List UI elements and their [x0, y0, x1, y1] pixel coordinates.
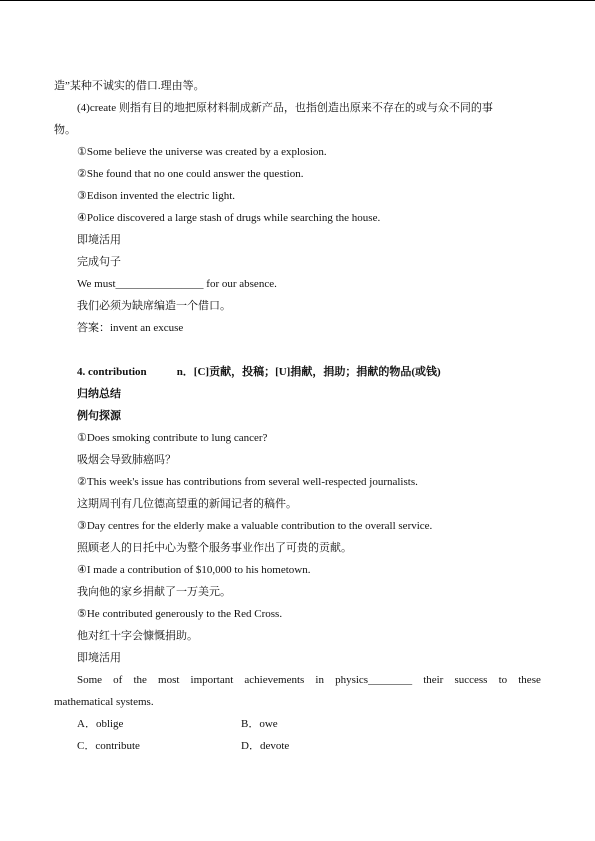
question-word: the: [133, 674, 147, 686]
question-word: these: [518, 674, 541, 686]
question-word: success: [454, 674, 488, 686]
create-note-line-1: (4)create 则指有目的地把原材料制成新产品，也指创造出原来不存在的或与众不同的事: [77, 102, 493, 114]
apply-heading-2: 即境活用: [77, 652, 121, 664]
question-word: in: [315, 674, 324, 686]
section-4-heading: [77, 365, 441, 379]
example-2: ②She found that no one could answer the question.: [77, 168, 304, 180]
question-word: their: [423, 674, 444, 686]
section-4-definition: n．[C]贡献，投稿；[U]捐献，捐助；捐献的物品(或钱): [176, 366, 441, 378]
question-word: most: [158, 674, 180, 686]
example-3: ③Edison invented the electric light.: [77, 190, 236, 202]
fill-blank-sentence: [77, 277, 277, 291]
sentence-1-translation: 吸烟会导致肺癌吗？: [77, 454, 176, 466]
create-note-line-2: 物。: [54, 124, 76, 136]
question-word: Some: [77, 674, 103, 686]
source-examples-heading: 例句探源: [77, 410, 121, 422]
sentence-2-translation: 这期周刊有几位德高望重的新闻记者的稿件。: [77, 498, 297, 510]
fill-blank-translation: 我们必须为缺席编造一个借口。: [77, 300, 231, 312]
apply-heading-1: 即境活用: [77, 234, 121, 246]
page-top-border: [0, 0, 595, 1]
summary-heading: 归纳总结: [77, 388, 121, 400]
question-line-1: [77, 673, 541, 687]
sentence-3-translation: 照顾老人的日托中心为整个服务事业作出了可贵的贡献。: [77, 542, 352, 554]
question-word: physics________: [335, 674, 413, 686]
complete-sentence-label: 完成句子: [77, 256, 121, 268]
option-a: A．oblige: [77, 718, 124, 730]
option-c: C．contribute: [77, 740, 140, 752]
fill-blank: ________________: [115, 278, 204, 290]
sentence-3: ③Day centres for the elderly make a valuable contribution to the overall service.: [77, 520, 433, 532]
option-b: B．owe: [241, 718, 278, 730]
question-word: important: [190, 674, 234, 686]
question-word: of: [113, 674, 123, 686]
question-word: to: [498, 674, 508, 686]
sentence-5-translation: 他对红十字会慷慨捐助。: [77, 630, 198, 642]
continued-line: 造”某种不诚实的借口.理由等。: [54, 80, 205, 92]
sentence-4: ④I made a contribution of $10,000 to his hometown.: [77, 564, 311, 576]
sentence-1: ①Does smoking contribute to lung cancer?: [77, 432, 268, 444]
fill-blank-sentence-start: We must: [77, 278, 116, 290]
question-word: achievements: [244, 674, 305, 686]
sentence-5: ⑤He contributed generously to the Red Cross.: [77, 608, 283, 620]
question-line-2: mathematical systems.: [54, 696, 154, 708]
sentence-4-translation: 我向他的家乡捐献了一万美元。: [77, 586, 231, 598]
example-4: ④Police discovered a large stash of drugs while searching the house.: [77, 212, 381, 224]
sentence-2: ②This week's issue has contributions from several well-respected journalists.: [77, 476, 418, 488]
answer-line: 答案：invent an excuse: [77, 322, 184, 334]
fill-blank-sentence-end: for our absence.: [203, 278, 277, 290]
example-1: ①Some believe the universe was created by a explosion.: [77, 146, 327, 158]
section-4-word: 4. contribution: [77, 366, 147, 378]
option-d: D．devote: [241, 740, 290, 752]
